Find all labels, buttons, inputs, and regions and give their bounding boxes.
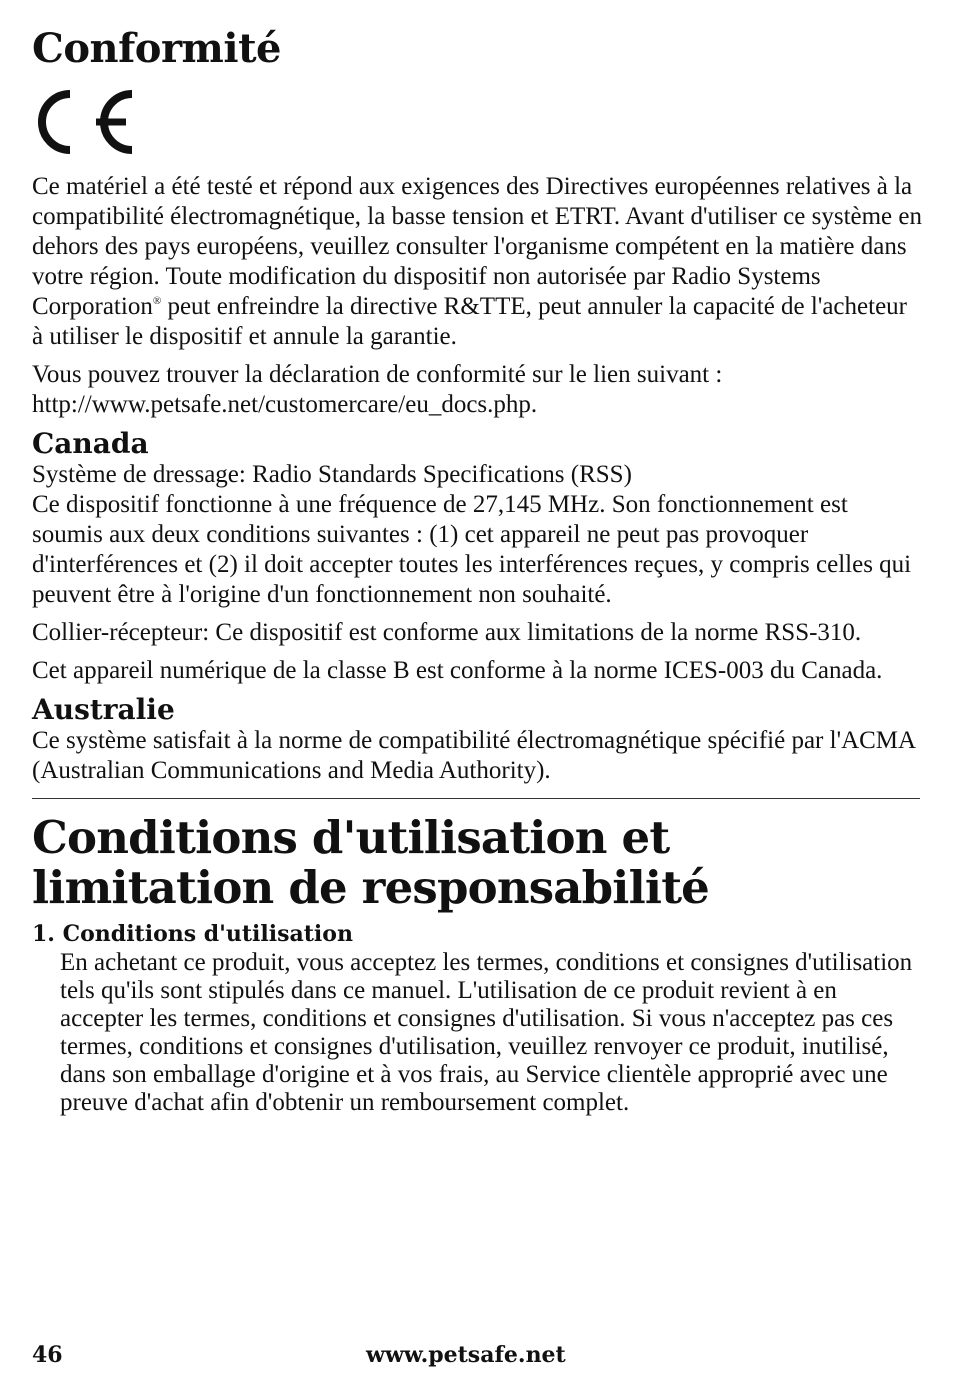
page-content bbox=[32, 26, 922, 1117]
canada-p1-line-2: Ce dispositif fonctionne à une fréquence de 27,145 MHz. Son fonctionnement est soumis aux deux conditions suivantes : (1) cet appareil ne peut pas provoquer d'interférences et (2) il doit accepter toutes les interférences reçues, y compris celles qui peuvent être à l'origine d'un fonctionnement non souhaité. bbox=[32, 491, 912, 608]
page-footer bbox=[32, 1342, 922, 1376]
heading-canada: Canada bbox=[32, 427, 149, 460]
heading-conformite: Conformité bbox=[32, 25, 282, 72]
footer-website: www.petsafe.net bbox=[366, 1342, 566, 1368]
conditions-utilisation-text: En achetant ce produit, vous acceptez les termes, conditions et consignes d'utilisation tels qu'ils sont stipulés dans ce manuel. L'utilisation de ce produit revient à en accepter les termes, conditions et consignes d'utilisation. Si vous n'acceptez pas ces termes, conditions et consignes d'utilisation, veuillez renvoyer ce produit, inutilisé, dans son emballage d'origine et à vos frais, au Service clientèle approprié avec une preuve d'achat afin d'obtenir un remboursement complet. bbox=[60, 949, 913, 1116]
canada-p1-line-1: Système de dressage: Radio Standards Specifications (RSS) bbox=[32, 461, 632, 488]
heading-conditions: Conditions d'utilisation et limitation de responsabilité bbox=[32, 811, 710, 914]
canada-paragraph-2: Collier-récepteur: Ce dispositif est conforme aux limitations de la norme RSS-310. bbox=[32, 619, 862, 646]
ce-mark-logo bbox=[32, 86, 136, 158]
page-number: 46 bbox=[32, 1342, 63, 1368]
subheading-conditions-utilisation: 1. Conditions d'utilisation bbox=[32, 921, 353, 947]
heading-australie: Australie bbox=[32, 693, 175, 726]
section-divider bbox=[32, 798, 920, 799]
conformite-paragraph-1 bbox=[32, 172, 922, 352]
conformite-paragraph-2: Vous pouvez trouver la déclaration de conformité sur le lien suivant : http://www.petsafe.net/customercare/eu_docs.php. bbox=[32, 361, 723, 418]
canada-paragraph-3: Cet appareil numérique de la classe B est conforme à la norme ICES-003 du Canada. bbox=[32, 657, 883, 684]
registered-mark: ® bbox=[152, 295, 162, 307]
australie-paragraph-1: Ce système satisfait à la norme de compatibilité électromagnétique spécifié par l'ACMA (Australian Communications and Media Authority). bbox=[32, 727, 915, 784]
conformite-p1-text-a: Ce matériel a été testé et répond aux exigences des Directives européennes relatives à la compatibilité électromagnétique, la basse tension et ETRT. Avant d'utiliser ce système en dehors des pays européens, veuillez consulter l'organisme compétent en la matière dans votre région. Toute modification du dispositif non autorisée par Radio Systems Corporation bbox=[32, 173, 923, 320]
conformite-p1-text-b: peut enfreindre la directive R&TTE, peut annuler la capacité de l'acheteur à utiliser le dispositif et annule la garantie. bbox=[32, 293, 907, 350]
canada-paragraph-1 bbox=[32, 460, 922, 610]
